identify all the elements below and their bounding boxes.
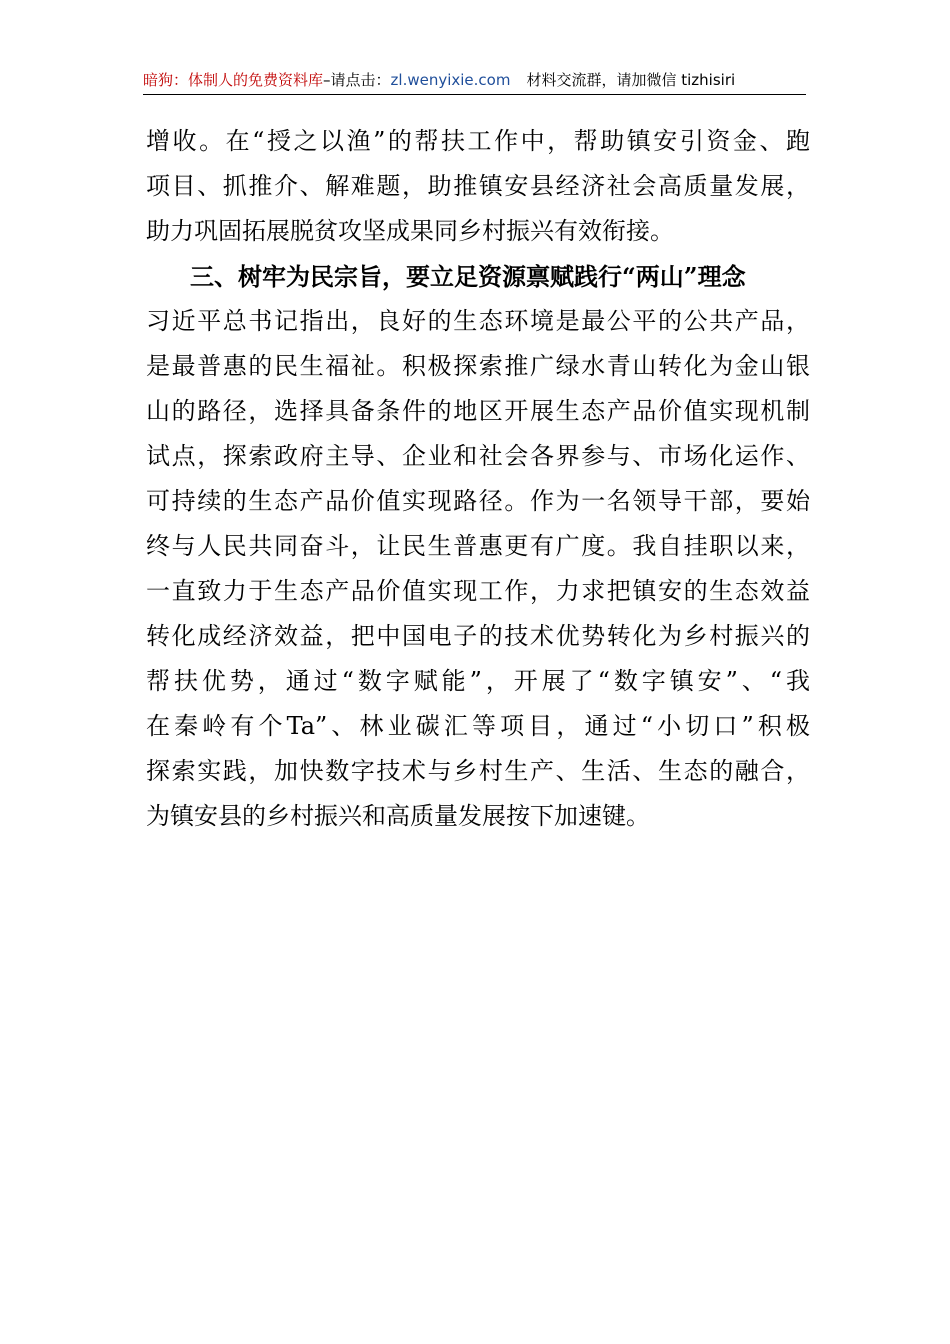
text-line: 是最普惠的民生福祉。积极探索推广绿水青山转化为金山银 [146, 352, 810, 380]
text-line: 山的路径，选择具备条件的地区开展生态产品价值实现机制 [146, 397, 810, 425]
text-line: 增收。在“授之以渔”的帮扶工作中，帮助镇安引资金、跑 [146, 127, 810, 155]
text-line: 探索实践，加快数字技术与乡村生产、生活、生态的融合， [146, 757, 810, 785]
text-line: 终与人民共同奋斗，让民生普惠更有广度。我自挂职以来， [146, 532, 810, 560]
text-line: 项目、抓推介、解难题，助推镇安县经济社会高质量发展， [146, 172, 810, 200]
text-line: 助力巩固拓展脱贫攻坚成果同乡村振兴有效衔接。 [146, 217, 674, 245]
section-heading: 三、树牢为民宗旨，要立足资源禀赋践行“两山”理念 [190, 262, 746, 291]
page-header [143, 66, 806, 95]
header-contact-text: 材料交流群，请加微信 tizhisiri [526, 71, 736, 89]
document-body [146, 119, 810, 839]
text-line: 一直致力于生态产品价值实现工作，力求把镇安的生态效益 [146, 577, 810, 605]
text-line: 可持续的生态产品价值实现路径。作为一名领导干部，要始 [146, 487, 810, 515]
header-site-name: 暗狗：体制人的免费资料库 [143, 71, 324, 89]
header-url-link[interactable]: zl.wenyixie.com [390, 71, 511, 89]
text-line: 为镇安县的乡村振兴和高质量发展按下加速键。 [146, 802, 650, 830]
text-line: 试点，探索政府主导、企业和社会各界参与、市场化运作、 [146, 442, 810, 470]
text-line: 在秦岭有个Ta”、林业碳汇等项目，通过“小切口”积极 [146, 712, 810, 740]
text-line: 转化成经济效益，把中国电子的技术优势转化为乡村振兴的 [146, 622, 810, 650]
text-line: 习近平总书记指出，良好的生态环境是最公平的公共产品， [146, 307, 810, 335]
header-click-prompt: –请点击： [323, 71, 391, 89]
text-line: 帮扶优势，通过“数字赋能”，开展了“数字镇安”、“我 [146, 667, 810, 695]
